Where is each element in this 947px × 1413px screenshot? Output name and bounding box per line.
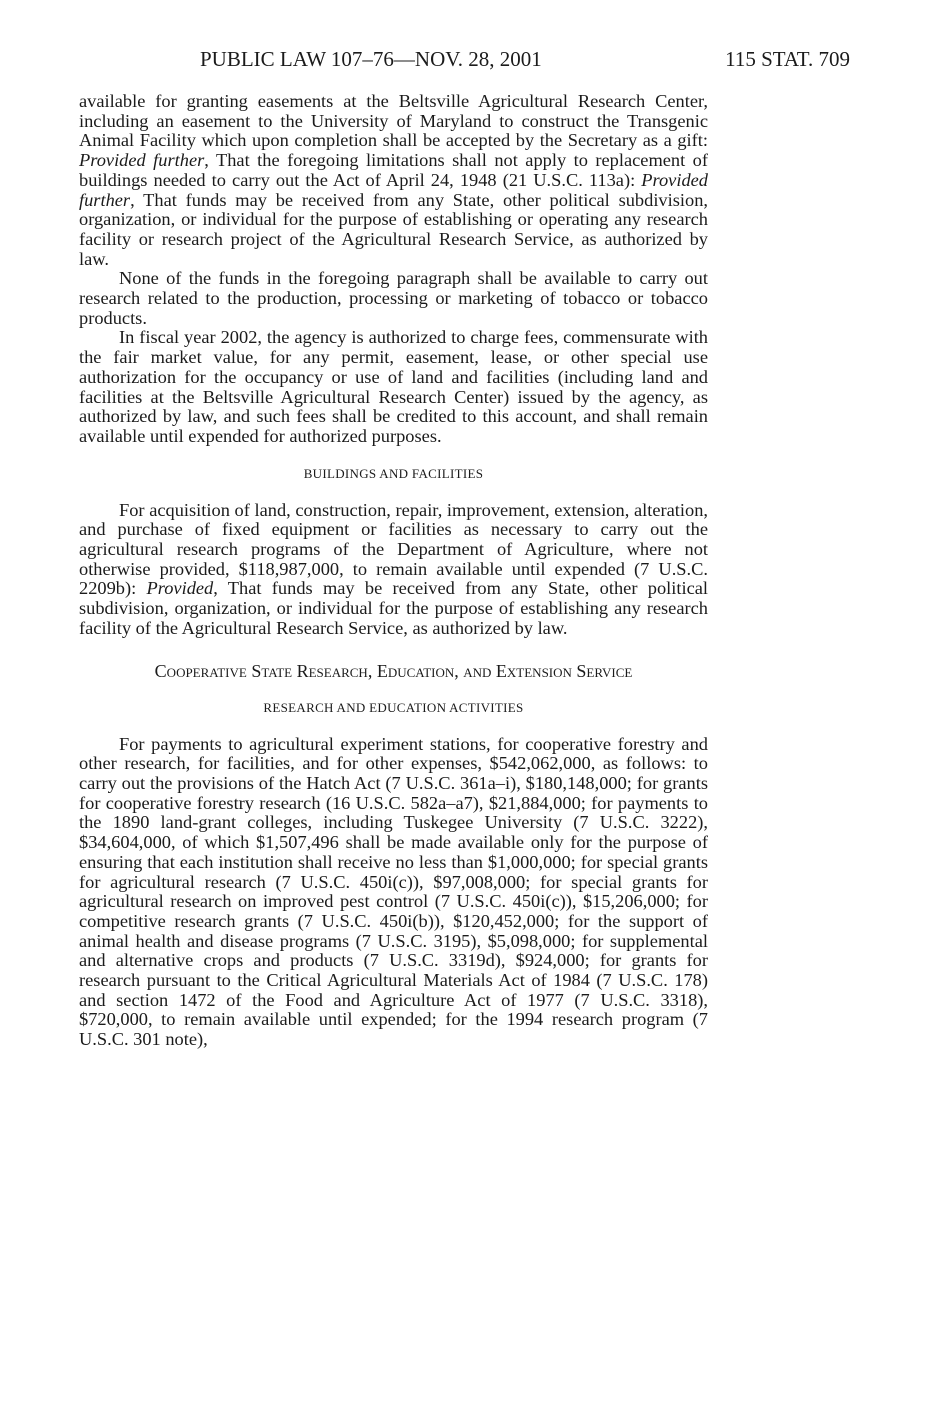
text-run: For acquisition of land, construction, repair, improvement, extension, alteration, and purchase of fixed equipment or facilities as necessary to carry out the agricultural research programs of the Department of Agriculture, where not otherwise provided, $118,987,000, to remain available until expended (7 U.S.C. 2209b): (79, 499, 708, 599)
running-head-title: PUBLIC LAW 107–76—NOV. 28, 2001 (200, 47, 542, 71)
heading-research-education: RESEARCH AND EDUCATION ACTIVITIES (263, 699, 524, 715)
page-header (200, 44, 850, 74)
paragraph-buildings (79, 501, 708, 639)
paragraph-research-payments: For payments to agricultural experiment stations, for cooperative forestry and other research, for facilities, and for other expenses, $542,062,000, as follows: to carry out the provisions of the Hatch Act (7 U.S.C. 361a–i), $180,148,000; for grants for cooperative forestry research (16 U.S.C. 582a–a7), $21,884,000; for payments to the 1890 land-grant colleges, including Tuskegee University (7 U.S.C. 3222), $34,604,000, of which $1,507,496 shall be made available only for the purpose of ensuring that each institution shall receive no less than $1,000,000; for special grants for agricultural research (7 U.S.C. 450i(c)), $97,008,000; for special grants for agricultural research on improved pest control (7 U.S.C. 450i(c)), $15,206,000; for competitive research grants (7 U.S.C. 450i(b)), $120,452,000; for the support of animal health and disease programs (7 U.S.C. 3195), $5,098,000; for supplemental and alternative crops and products (7 U.S.C. 3319d), $924,000; for grants for research pursuant to the Critical Agricultural Materials Act of 1984 (7 U.S.C. 178) and section 1472 of the Food and Agriculture Act of 1977 (7 U.S.C. 3318), $720,000, to remain available until expended; for the 1994 research program (7 U.S.C. 301 note), (79, 733, 708, 1050)
paragraph-continued (79, 92, 708, 269)
paragraph-fees: In fiscal year 2002, the agency is authorized to charge fees, commensurate with the fair market value, for any permit, easement, lease, or other special use authorization for the occupancy or use of land and facilities (including land and facilities at the Beltsville Agricultural Research Center) issued by the agency, as authorized by law, and such fees shall be credited to this account, and shall remain available until expended for authorized purposes. (79, 327, 708, 446)
text-run: , That funds may be received from any State, other political subdivision, organization, or individual for the purpose of establishing any research facility of the Agricultural Research Service, as authorized by law. (79, 578, 709, 638)
proviso-italic: Provided further (79, 169, 708, 210)
body-text (79, 92, 708, 1050)
proviso-italic: Provided further (79, 150, 205, 171)
statute-page-number: 115 STAT. 709 (725, 47, 850, 71)
paragraph-tobacco: None of the funds in the foregoing paragraph shall be available to carry out research related to the production, processing or marketing of tobacco or tobacco products. (79, 268, 708, 328)
proviso-italic: Provided (146, 578, 214, 599)
text-run: available for granting easements at the Beltsville Agricultural Research Center, including an easement to the University of Maryland to construct the Transgenic Animal Facility which upon completion shall be accepted by the Secretary as a gift: (79, 91, 708, 151)
heading-agency: Cooperative State Research, Education, and Extension Service (154, 660, 633, 681)
heading-buildings-facilities: BUILDINGS AND FACILITIES (303, 465, 484, 481)
text-run: , That funds may be received from any State, other political subdivision, organization, or individual for the purpose of establishing or operating any research facility or research project of the Agricultural Research Service, as authorized by law. (79, 189, 708, 269)
text-run: , That the foregoing limitations shall not apply to replacement of buildings needed to carry out the Act of April 24, 1948 (21 U.S.C. 113a): (79, 150, 708, 190)
